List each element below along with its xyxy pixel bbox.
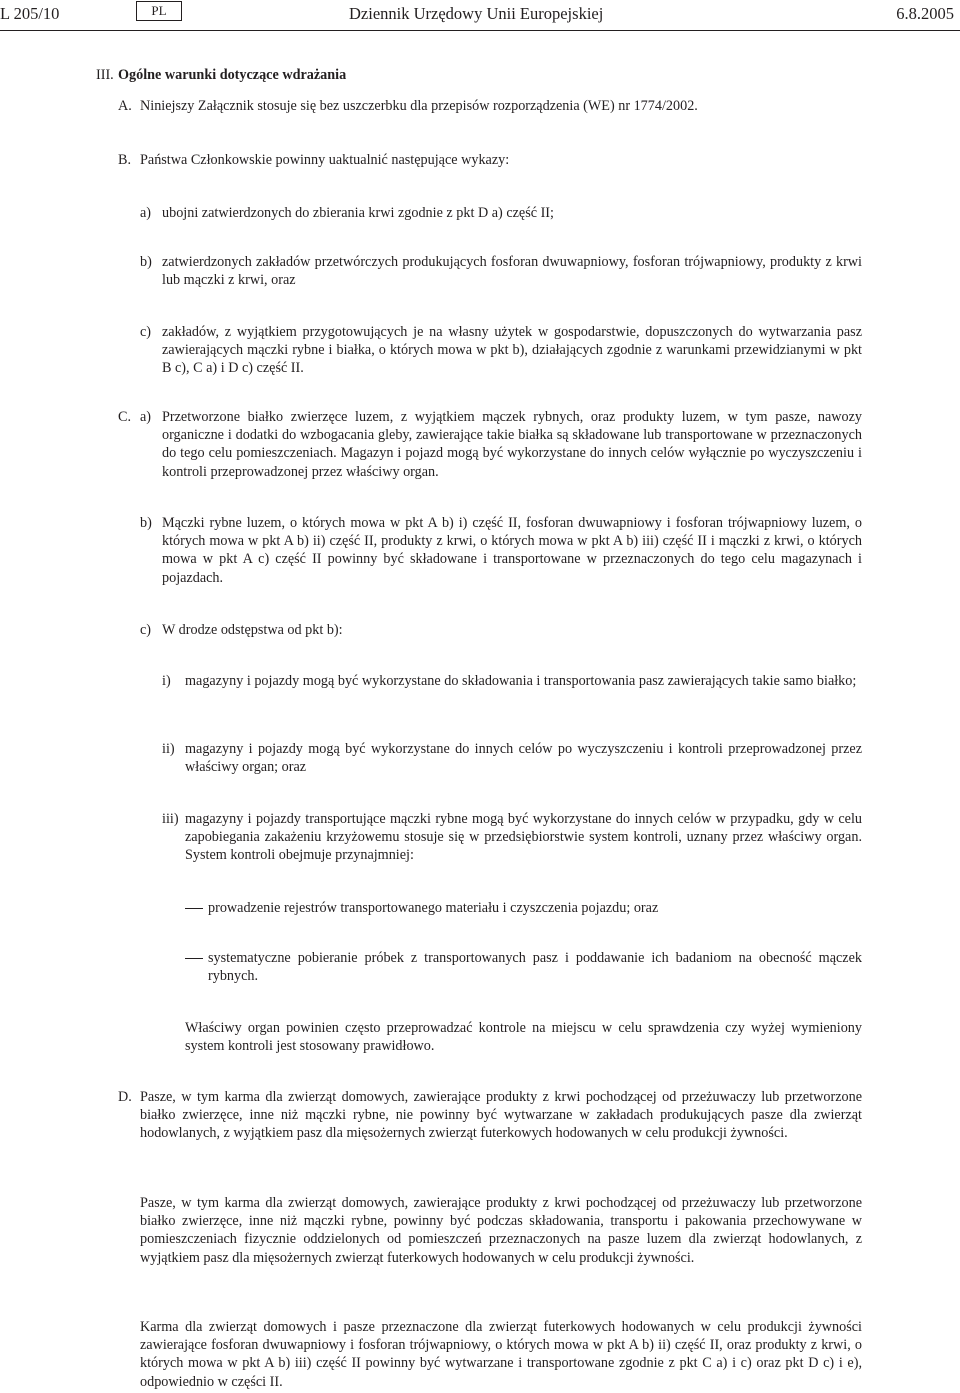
header-divider (0, 30, 960, 31)
sub-item: magazyny i pojazdy transportujące mączki rybne mogą być wykorzystane do innych celów w przypadku, gdy w celu zapobiegania zakażeniu krzyżowemu stosuje się w przedsiębiorstwie system kontroli, uznany przez właściwy organ. System kontroli obejmuje przynajmniej: (185, 811, 862, 864)
sub-item-label: ii) (162, 741, 175, 757)
dash-bullet (185, 908, 203, 909)
publication-date: 6.8.2005 (896, 4, 954, 23)
section-B-label: B. (118, 152, 132, 168)
section-III-label: III. (96, 67, 114, 83)
sub-item: magazyny i pojazdy mogą być wykorzystane do składowania i transportowania pasz zawierających takie samo białko; (185, 673, 857, 689)
list-item: ubojni zatwierdzonych do zbierania krwi zgodnie z pkt D a) część II; (162, 205, 554, 221)
section-A-text: Niniejszy Załącznik stosuje się bez uszczerbku dla przepisów rozporządzenia (WE) nr 1774/2002. (140, 98, 698, 114)
section-C-a-text: Przetworzone białko zwierzęce luzem, z wyjątkiem mączek rybnych, oraz produkty luzem, w tym pasze, nawozy organiczne i dodatki do wzbogacania gleby, zawierające takie białka są składowane lub transportowane w przeznaczonych do tego celu pomieszczeniach. Magazyn i pojazd mogą być wykorzystane do innych celów wyłącznie po wyczyszczeniu i kontroli przeprowadzonej przez właściwy organ. (162, 409, 862, 480)
list-item-label: a) (140, 409, 152, 425)
sub-item: magazyny i pojazdy mogą być wykorzystane do innych celów po wyczyszczeniu i kontroli przeprowadzonej przez właściwy organ; oraz (185, 741, 862, 776)
language-badge: PL (136, 1, 182, 21)
section-C-c-intro: W drodze odstępstwa od pkt b): (162, 622, 343, 638)
list-item: zakładów, z wyjątkiem przygotowujących je na własny użytek w gospodarstwie, dopuszczonych do wytwarzania pasz zawierających mączki rybne i białka, o których mowa w pkt b), działających zgodnie z warunkami przewidzianymi w pkt B c), C a) i D c) część II. (162, 324, 862, 377)
section-C-b-text: Mączki rybne luzem, o których mowa w pkt A b) i) część II, fosforan dwuwapniowy i fosforan trójwapniowy luzem, o których mowa w pkt A b) ii) część II, produkty z krwi, o których mowa w pkt A b) iii) część II i mączki z krwi, o których mowa w pkt A c) część II powinny być składowane i transportowane w przeznaczonych do tego celu magazynach i pojazdach. (162, 515, 862, 586)
list-item-label: c) (140, 622, 152, 638)
list-item-label: b) (140, 254, 152, 270)
dash-item: systematyczne pobieranie próbek z transportowanych pasz i poddawanie ich badaniom na obecność mączek rybnych. (208, 950, 862, 985)
section-D-label: D. (118, 1089, 132, 1105)
section-D-paragraph: Pasze, w tym karma dla zwierząt domowych, zawierające produkty z krwi pochodzącej od przeżuwaczy lub przetworzone białko zwierzęce, inne niż mączki rybne, powinny być podczas składowania, transportu i pakowania przechowywane w pomieszczeniach fizycznie oddzielonych od pomieszczeń przeznaczonych na pasze luzem dla zwierząt hodowlanych, z wyjątkiem pasz dla mięsożernych zwierząt futerkowych hodowanych w celu produkcji żywności. (140, 1195, 862, 1266)
section-D-paragraph: Pasze, w tym karma dla zwierząt domowych, zawierające produkty z krwi pochodzącej od przeżuwaczy lub przetworzone białko zwierzęce, inne niż mączki rybne, nie powinny być wytwarzane w zakładach produkujących pasze dla zwierząt hodowlanych, z wyjątkiem pasz dla mięsożernych zwierząt futerkowych hodowanych w celu produkcji żywności. (140, 1089, 862, 1142)
page-header (0, 4, 960, 26)
sub-item-label: i) (162, 673, 171, 689)
dash-bullet (185, 958, 203, 959)
section-D-paragraph: Karma dla zwierząt domowych i pasze przeznaczone dla zwierząt futerkowych hodowanych w celu produkcji żywności zawierające fosforan dwuwapniowy i fosforan trójwapniowy, o których mowa w pkt A b) ii) część II, oraz produkty z krwi, o których mowa w pkt A b) iii) część II powinny być wytwarzane i transportowane zgodnie z pkt C a) i c) oraz pkt D c) i e), odpowiednio w części II. (140, 1319, 862, 1390)
list-item-label: c) (140, 324, 152, 340)
sub-item-label: iii) (162, 811, 179, 827)
section-III-title: Ogólne warunki dotyczące wdrażania (118, 67, 347, 83)
section-B-intro: Państwa Członkowskie powinny uaktualnić następujące wykazy: (140, 152, 510, 168)
section-C-closing: Właściwy organ powinien często przeprowadzać kontrole na miejscu w celu sprawdzenia czy wyżej wymieniony system kontroli jest stosowany prawidłowo. (185, 1020, 862, 1055)
dash-item: prowadzenie rejestrów transportowanego materiału i czyszczenia pojazdu; oraz (208, 900, 659, 916)
journal-reference: L 205/10 (0, 4, 60, 23)
section-C-label: C. (118, 409, 132, 425)
list-item-label: b) (140, 515, 152, 531)
list-item-label: a) (140, 205, 152, 221)
section-A-label: A. (118, 98, 132, 114)
list-item: zatwierdzonych zakładów przetwórczych produkujących fosforan dwuwapniowy, fosforan trójwapniowy, produkty z krwi lub mączki z krwi, oraz (162, 254, 862, 289)
journal-title: Dziennik Urzędowy Unii Europejskiej (349, 4, 604, 23)
